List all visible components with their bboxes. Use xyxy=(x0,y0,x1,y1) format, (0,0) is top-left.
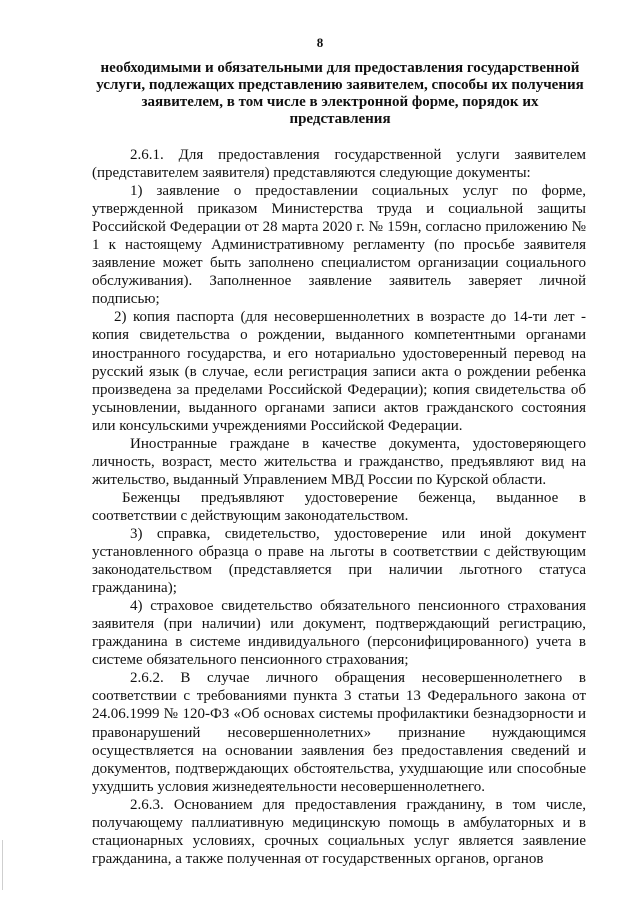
paragraph-2-6-1: 2.6.1. Для предоставления государственной услуги заявителем (представителем заявителя) представляются следующие документы: xyxy=(92,147,586,182)
paragraph-2-6-2: 2.6.2. В случае личного обращения несовершеннолетнего в соответствии с требованиями пункта 3 статьи 13 Федерального закона от 24.06.1999 № 120-ФЗ «Об основах системы профилактики безнадзорности и правонарушений несовершеннолетних» признание нуждающимся осуществляется на основании заявления без предоставления сведений и документов, подтверждающих обстоятельства, ухудшающие или способные ухудшить условия жизнедеятельности несовершеннолетнего. xyxy=(92,670,586,795)
section-heading: необходимыми и обязательными для предоставления государственной услуги, подлежащих представлению заявителем, способы их получения заявителем, в том числе в электронной форме, порядок их представления xyxy=(96,60,584,127)
paragraph-foreign-citizens: Иностранные граждане в качестве документа, удостоверяющего личность, возраст, место жительства и гражданство, предъявляют вид на жительство, выданный Управлением МВД России по Курской области. xyxy=(92,435,586,488)
page-number: 8 xyxy=(316,35,324,50)
scan-edge-line xyxy=(2,840,3,890)
paragraph-item-2: 2) копия паспорта (для несовершеннолетних в возрасте до 14-ти лет - копия свидетельства о рождении, выданного компетентными органами иностранного государства, и его нотариально удостоверенный перевод на русский язык (в случае, если регистрация записи акта о рождении ребенка произведена за пределами Российской Федерации); копия свидетельства об усыновлении, выданного органами записи актов гражданского состояния или консульскими учреждениями Российской Федерации. xyxy=(92,309,586,434)
paragraph-item-1: 1) заявление о предоставлении социальных услуг по форме, утвержденной приказом Министерства труда и социальной защиты Российской Федерации от 28 марта 2020 г. № 159н, согласно приложению № 1 к настоящему Административному регламенту (по просьбе заявителя заявление может быть заполнено специалистом организации социального обслуживания). Заполненное заявление заявитель заверяет личной подписью; xyxy=(92,183,586,308)
paragraph-2-6-3: 2.6.3. Основанием для предоставления гражданину, в том числе, получающему паллиативную медицинскую помощь в амбулаторных и в стационарных условиях, срочных социальных услуг является заявление гражданина, а также полученная от государственных органов, органов xyxy=(92,796,586,867)
paragraph-refugees: Беженцы предъявляют удостоверение беженца, выданное в соответствии с действующим законодательством. xyxy=(92,489,586,524)
paragraph-item-4: 4) страховое свидетельство обязательного пенсионного страхования заявителя (при наличии) или документ, подтверждающий регистрацию, гражданина в системе индивидуального (персонифицированного) учета в системе обязательного пенсионного страхования; xyxy=(92,598,586,669)
document-body xyxy=(92,146,586,868)
paragraph-item-3: 3) справка, свидетельство, удостоверение или иной документ установленного образца о праве на льготы в соответствии с действующим законодательством (представляется при наличии льготного статуса гражданина); xyxy=(92,525,586,597)
